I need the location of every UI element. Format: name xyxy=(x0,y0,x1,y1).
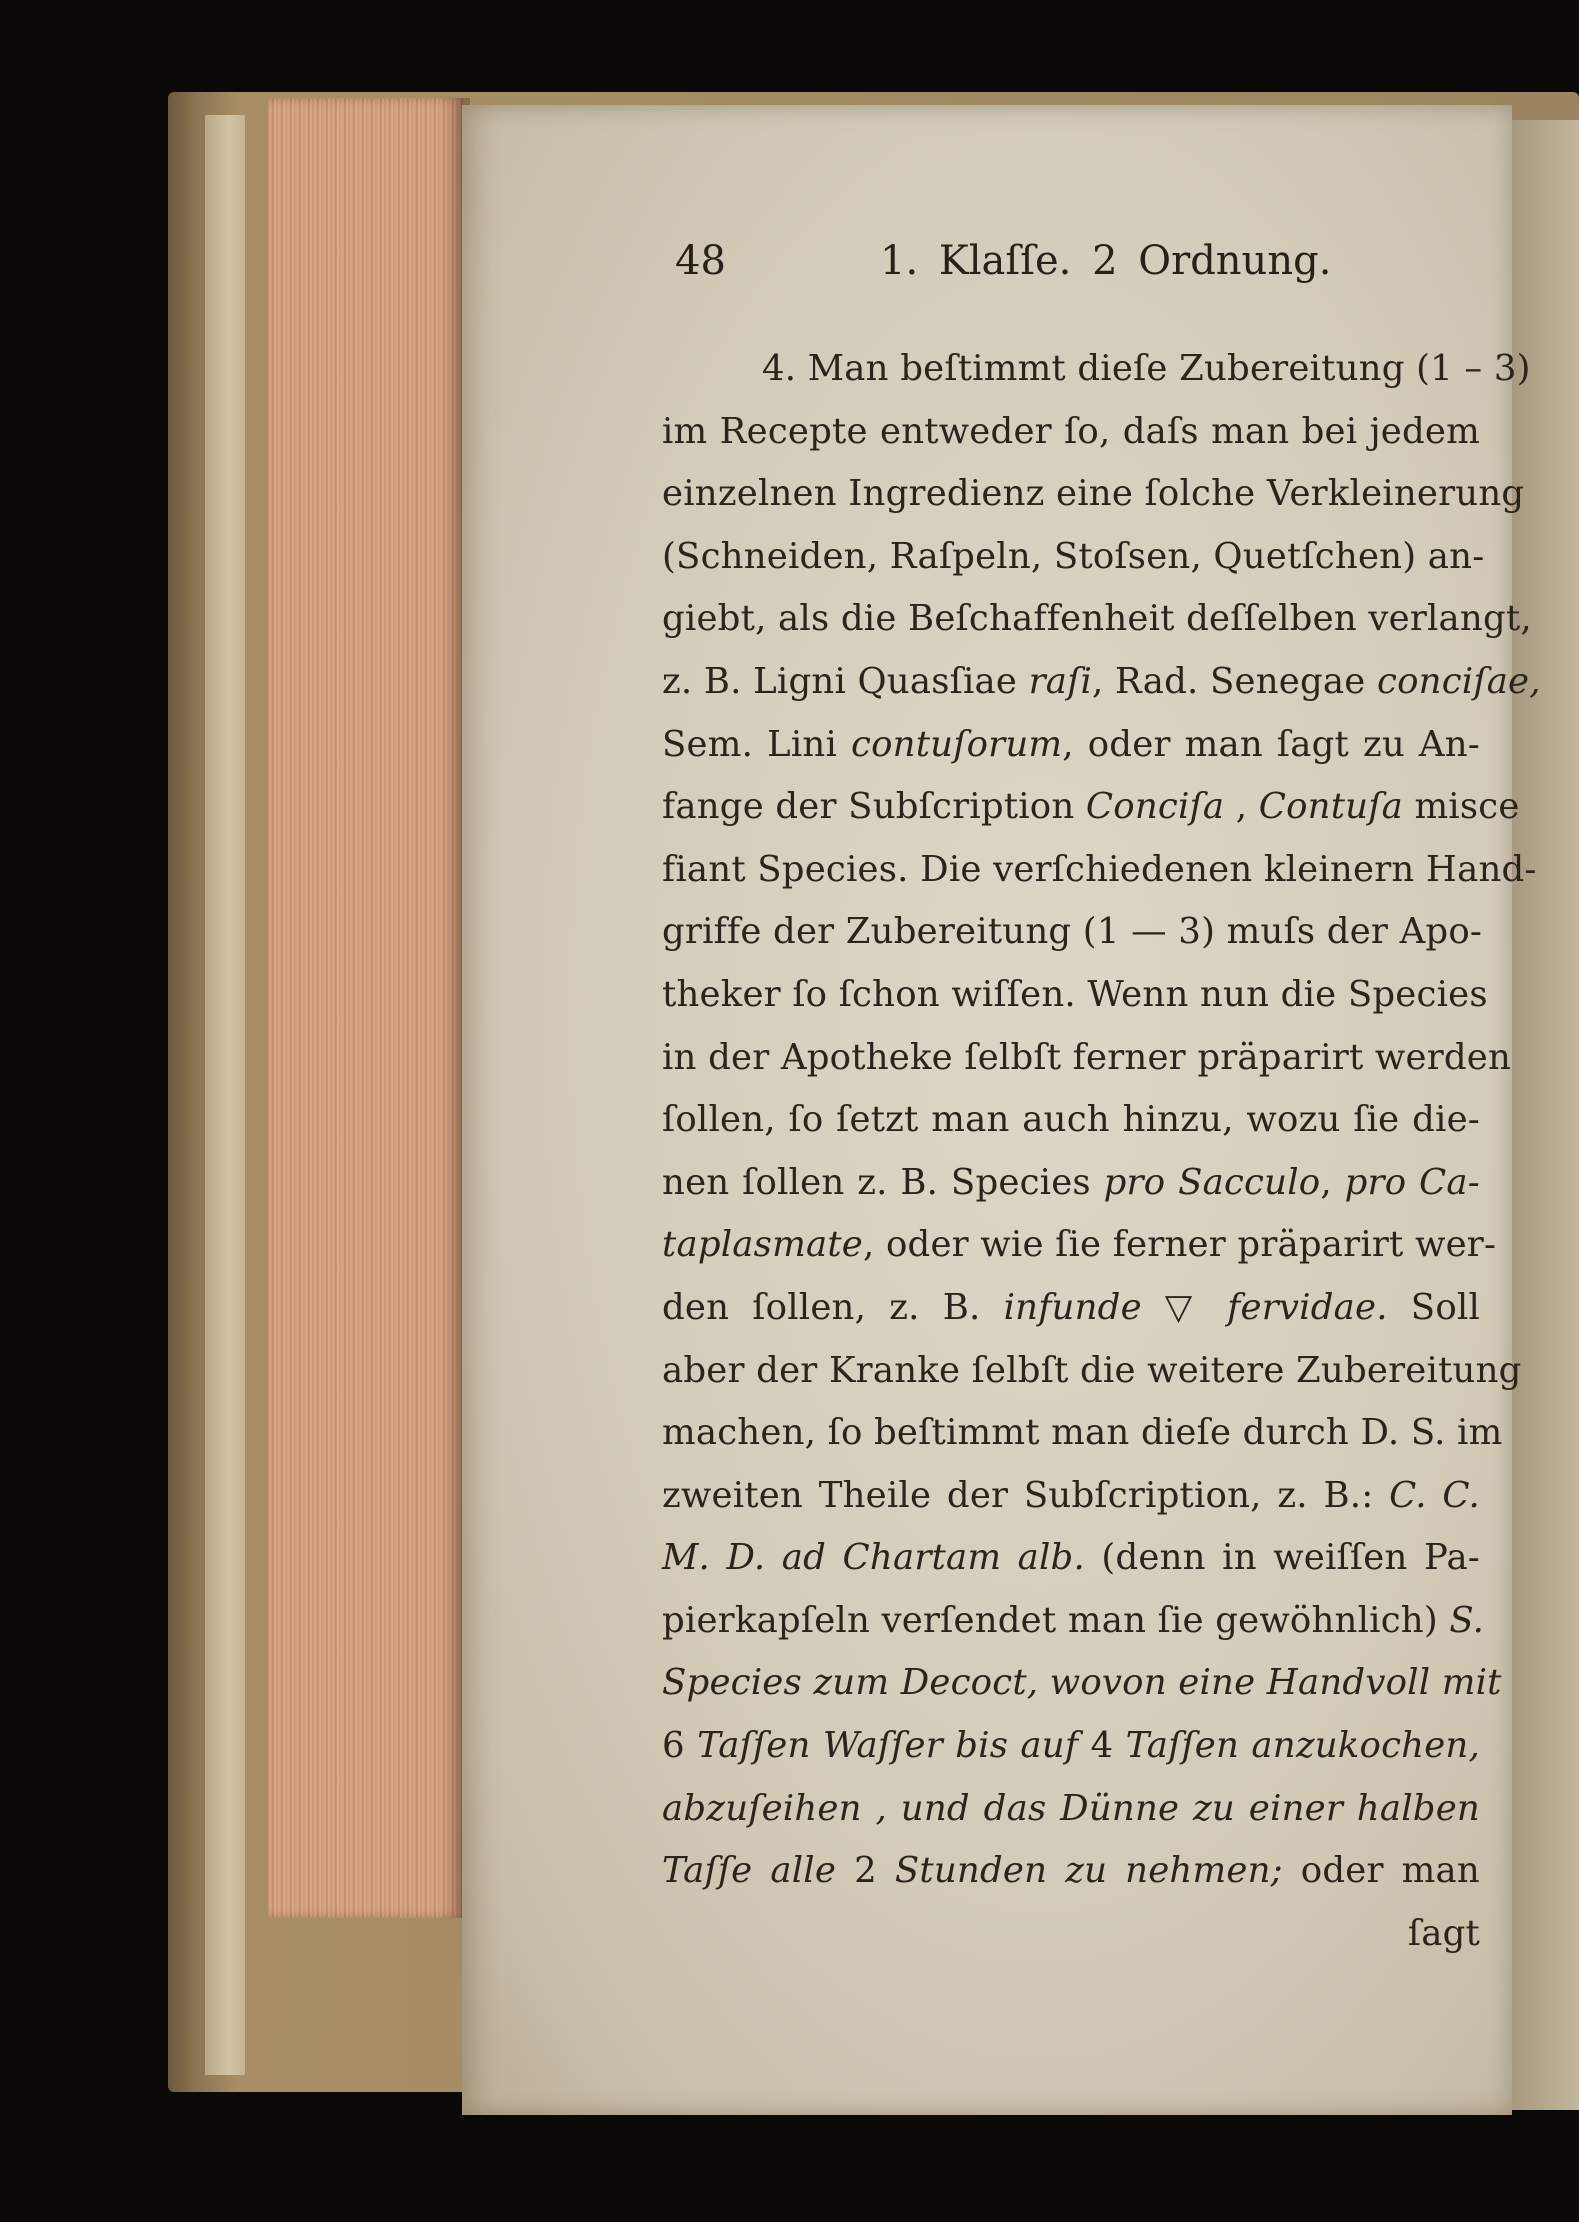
text-segment: theker ſo ſchon wiſſen. Wenn nun die Species xyxy=(662,973,1488,1015)
text-segment: in der Apotheke ſelbſt ferner präparirt werden xyxy=(662,1036,1512,1078)
text-line xyxy=(662,1715,1480,1778)
text-line xyxy=(662,526,1485,589)
text-segment: pierkapſeln verſendet man ſie gewöhnlich) xyxy=(662,1599,1450,1641)
text-line xyxy=(662,714,1480,777)
italic-segment: Contuſa xyxy=(1258,786,1403,828)
italic-segment: Taſſen Waſſer bis auf xyxy=(697,1725,1079,1767)
page-edges xyxy=(268,98,464,1918)
text-line xyxy=(662,338,1531,401)
text-line xyxy=(662,1903,1480,1966)
text-segment: Soll xyxy=(1387,1286,1480,1328)
text-segment: , xyxy=(1320,1161,1345,1203)
text-line xyxy=(662,776,1520,839)
text-segment: z. B. Ligni Quasſiae xyxy=(662,660,1029,702)
text-line xyxy=(662,1465,1480,1528)
text-segment: einzelnen Ingredienz eine ſolche Verkleinerung xyxy=(662,473,1525,515)
text-line xyxy=(662,1027,1512,1090)
text-segment: aber der Kranke ſelbſt die weitere Zubereitung xyxy=(662,1349,1522,1391)
text-segment: 4. Man beſtimmt dieſe Zubereitung (1 – 3) xyxy=(762,348,1531,389)
text-segment: (denn in weiſſen Pa- xyxy=(1084,1537,1480,1579)
text-segment: fange der Subſcription xyxy=(662,786,1086,828)
text-segment: 6 xyxy=(662,1725,698,1767)
text-segment: (Schneiden, Raſpeln, Stoſsen, Quetſchen) an- xyxy=(662,535,1485,577)
text-segment: griffe der Zubereitung (1 — 3) muſs der Apo- xyxy=(662,911,1483,953)
text-line xyxy=(662,901,1483,964)
text-line xyxy=(662,463,1525,526)
text-segment: oder man xyxy=(1282,1850,1480,1892)
italic-segment: Stunden zu nehmen; xyxy=(894,1850,1283,1892)
italic-segment: Taſſen anzukochen, xyxy=(1125,1725,1480,1767)
italic-segment: fervidae. xyxy=(1227,1286,1388,1328)
text-segment: Sem. Lini xyxy=(662,723,851,765)
text-segment: , Rad. Senegae xyxy=(1092,660,1377,702)
text-line xyxy=(662,1840,1480,1903)
page-text xyxy=(662,338,1541,1965)
text-segment: im Recepte entweder ſo, daſs man bei jedem xyxy=(662,410,1480,452)
text-segment: , oder wie ſie ferner präparirt wer- xyxy=(863,1224,1497,1266)
text-line xyxy=(662,1527,1480,1590)
italic-segment: pro Ca- xyxy=(1344,1161,1480,1203)
page-number: 48 xyxy=(675,238,726,284)
italic-segment: abzuſeihen , und das Dünne zu einer halben xyxy=(662,1787,1480,1829)
text-segment: machen, ſo beſtimmt man dieſe durch D. S. im xyxy=(662,1412,1503,1454)
italic-segment: contuſorum xyxy=(851,723,1063,765)
text-segment: 2 xyxy=(836,1850,895,1892)
text-segment: , oder man ſagt zu An- xyxy=(1062,723,1480,765)
italic-segment: Taſſe alle xyxy=(662,1850,837,1892)
text-line xyxy=(662,839,1537,902)
text-segment: ſagt xyxy=(1407,1912,1480,1954)
text-segment: 4 xyxy=(1078,1725,1126,1767)
text-line xyxy=(662,651,1541,714)
italic-segment: pro Sacculo xyxy=(1103,1161,1321,1203)
text-line xyxy=(662,588,1532,651)
text-segment: nen ſollen z. B. Species xyxy=(662,1161,1104,1203)
cover-edge xyxy=(205,115,245,2075)
text-segment: misce xyxy=(1402,786,1520,828)
text-segment: ſollen, ſo ſetzt man auch hinzu, wozu ſie die- xyxy=(662,1099,1480,1141)
text-line xyxy=(662,1340,1522,1403)
text-segment: , xyxy=(1224,786,1259,828)
italic-segment: infunde xyxy=(1003,1286,1142,1328)
text-segment: ▽ xyxy=(1141,1286,1228,1328)
text-segment: zweiten Theile der Subſcription, z. B.: xyxy=(662,1474,1390,1516)
text-line xyxy=(662,1778,1480,1841)
text-line xyxy=(662,1089,1480,1152)
facing-page-edge xyxy=(1512,120,1579,2110)
italic-segment: Conciſa xyxy=(1085,786,1225,828)
text-line xyxy=(662,1652,1502,1715)
text-line xyxy=(662,1152,1480,1215)
text-line xyxy=(662,1590,1485,1653)
italic-segment: raſi xyxy=(1028,660,1093,702)
text-segment: fiant Species. Die verſchiedenen kleinern Hand- xyxy=(662,848,1537,890)
italic-segment: C. C. xyxy=(1389,1474,1480,1516)
running-header xyxy=(675,238,1495,298)
text-segment: den ſollen, z. B. xyxy=(662,1286,1004,1328)
text-line xyxy=(662,401,1480,464)
italic-segment: M. D. ad Chartam alb. xyxy=(662,1537,1085,1579)
italic-segment: Species zum Decoct, wovon eine Handvoll mit xyxy=(662,1662,1502,1704)
italic-segment: S. xyxy=(1449,1599,1485,1641)
text-line xyxy=(662,1277,1480,1340)
running-title: 1. Klaſſe. 2 Ordnung. xyxy=(880,238,1332,284)
italic-segment: conciſae, xyxy=(1377,660,1541,702)
text-line xyxy=(662,1402,1503,1465)
text-line xyxy=(662,1214,1497,1277)
text-segment: giebt, als die Beſchaffenheit deſſelben verlangt, xyxy=(662,598,1532,640)
text-line xyxy=(662,964,1488,1027)
italic-segment: taplasmate xyxy=(662,1224,863,1266)
